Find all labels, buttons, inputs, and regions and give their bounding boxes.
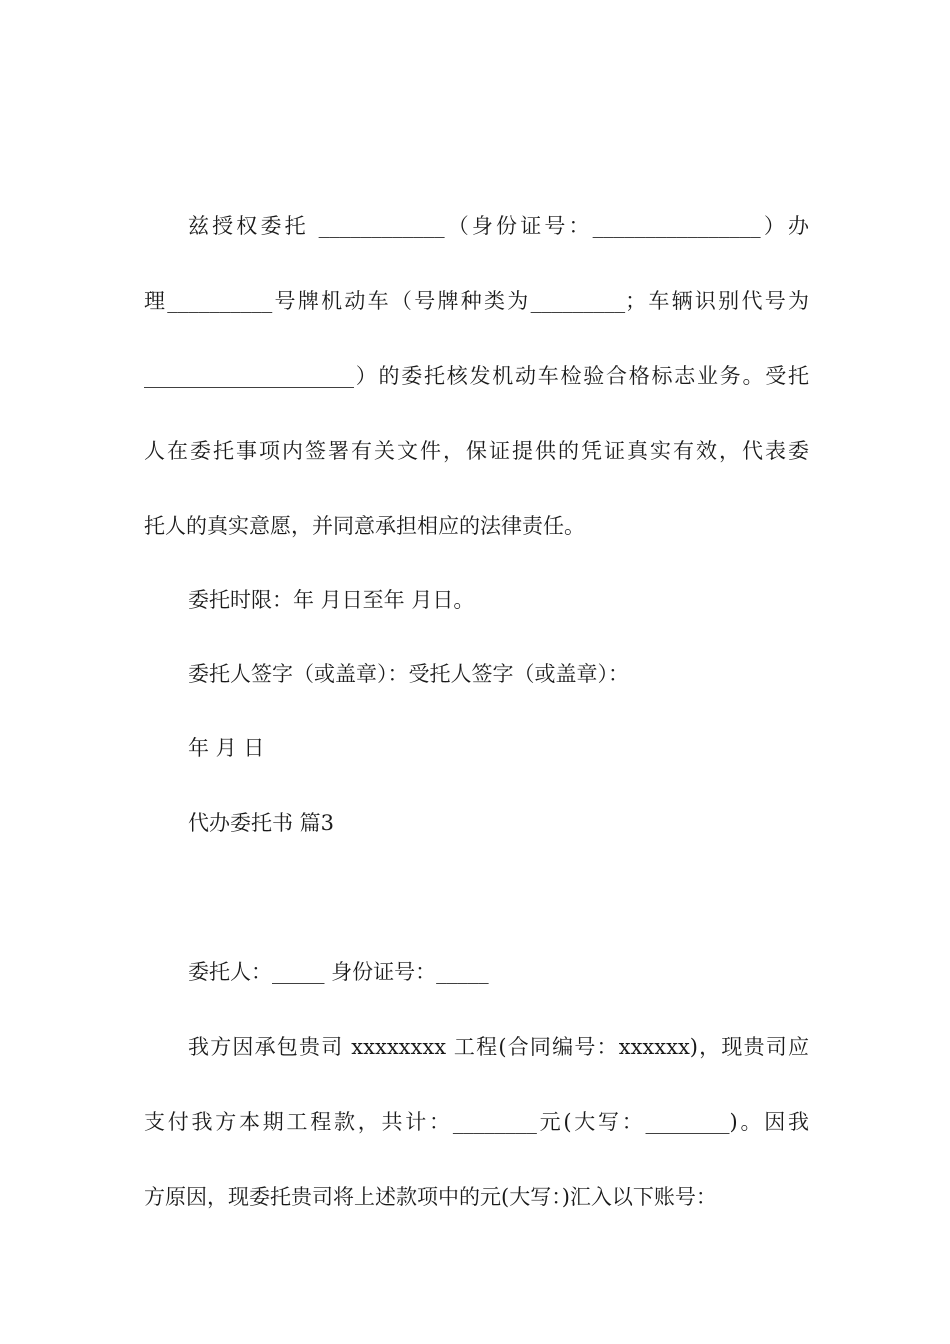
paragraph2-line1: 我方因承包贵司 xxxxxxxx 工程(合同编号：xxxxxx)，现贵司应 <box>188 1035 809 1059</box>
section-title: 代办委托书 篇3 <box>188 811 335 835</box>
paragraph2-line2: 支付我方本期工程款，共计：________元(大写：________)。因我 <box>144 1110 809 1134</box>
term-line: 委托时限：年 月日至年 月日。 <box>188 588 475 612</box>
paragraph1-line4: 人在委托事项内签署有关文件，保证提供的凭证真实有效，代表委 <box>144 439 809 463</box>
principal-line: 委托人：_____ 身份证号：_____ <box>188 960 489 984</box>
paragraph1-line2: 理__________号牌机动车（号牌种类为_________；车辆识别代号为 <box>144 289 809 313</box>
paragraph1-line5: 托人的真实意愿，并同意承担相应的法律责任。 <box>144 514 585 538</box>
date-line: 年 月 日 <box>188 736 265 760</box>
paragraph2-line3: 方原因，现委托贵司将上述款项中的元(大写：)汇入以下账号： <box>144 1185 717 1209</box>
paragraph1-line3: ____________________）的委托核发机动车检验合格标志业务。受托 <box>144 364 809 388</box>
signature-line: 委托人签字（或盖章）：受托人签字（或盖章）： <box>188 662 629 686</box>
paragraph1-line1: 兹授权委托 ____________（身份证号：________________）办 <box>188 214 809 238</box>
